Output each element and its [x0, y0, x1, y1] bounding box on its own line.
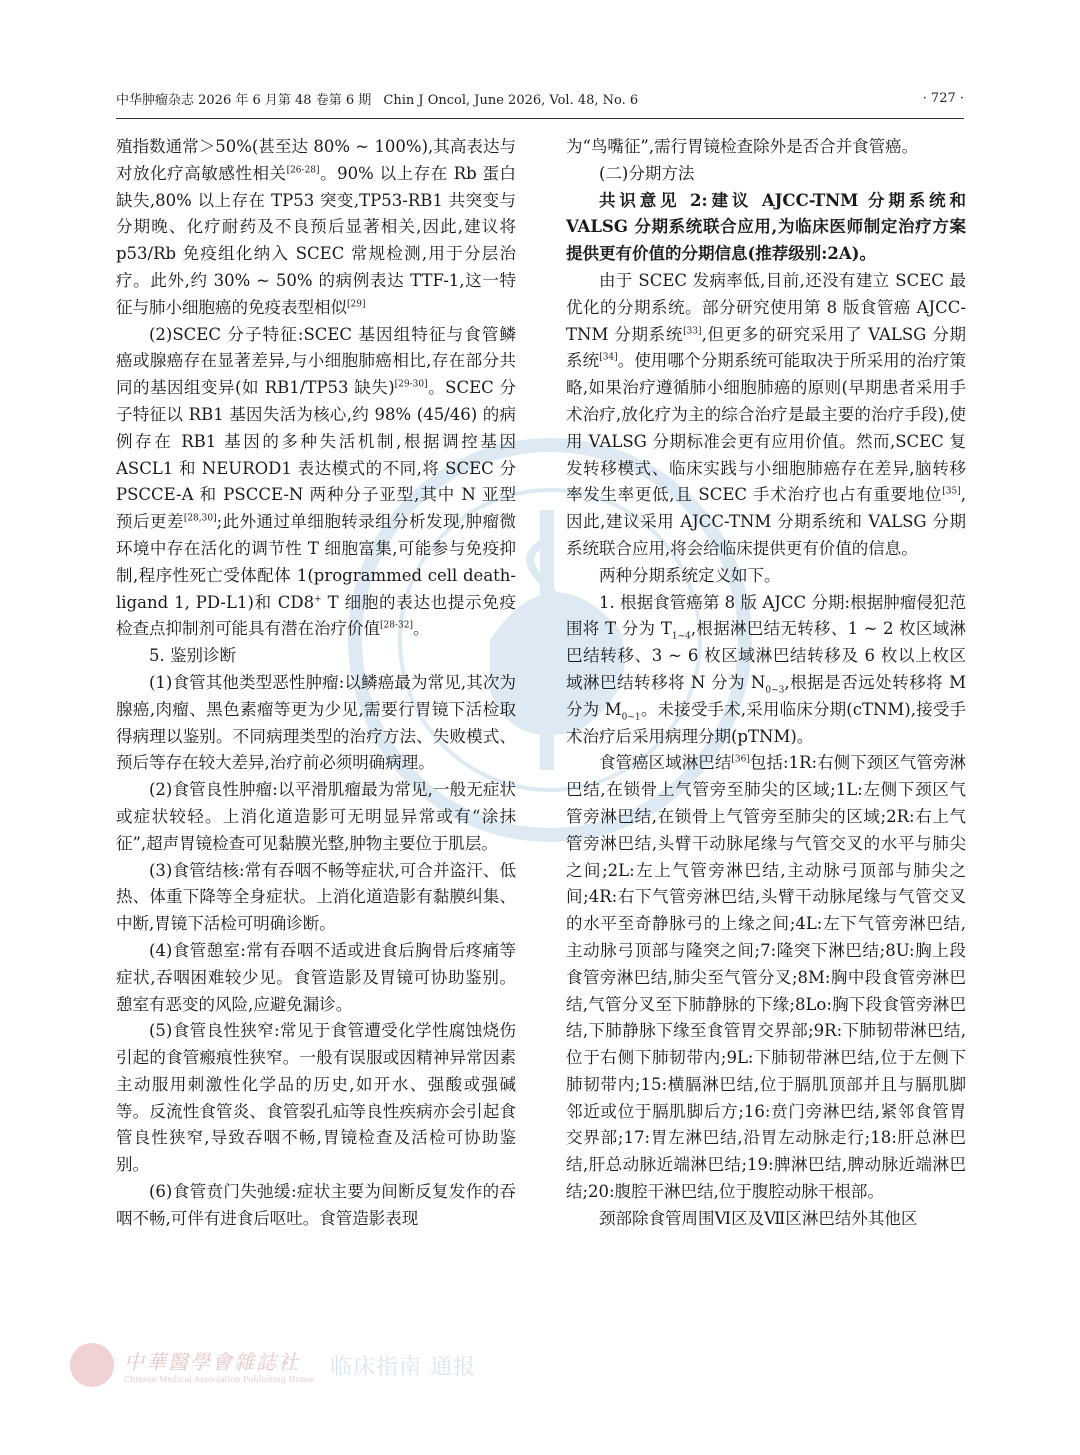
journal-title-en: Chin J Oncol, June 2026, Vol. 48, No. 6 [383, 92, 639, 108]
paragraph: 殖指数通常＞50%(甚至达 80% ~ 100%),其高表达与对放化疗高敏感性相关[26-28]。90% 以上存在 Rb 蛋白缺失,80% 以上存在 TP53 突变,TP53-RB1 共突变与分期晚、化疗耐药及不良预后显著相关,因此,建议将 p53/Rb 免疫组化纳入 SCEC 常规检测,用于分层治疗。此外,约 30% ~ 50% 的病例表达 TTF-1,这一特征与肺小细胞癌的免疫表型相似[29] [116, 137, 516, 317]
paragraph: (2)食管良性肿瘤:以平滑肌瘤最为常见,一般无症状或症状较轻。上消化道造影可无明显异常或有“涂抹征”,超声胃镜检查可见黏膜光整,肿物主要位于肌层。 [116, 780, 516, 853]
paragraph: 由于 SCEC 发病率低,目前,还没有建立 SCEC 最优化的分期系统。部分研究使用第 8 版食管癌 AJCC-TNM 分期系统[33],但更多的研究采用了 VALSG 分期系统[34]。使用哪个分期系统可能取决于所采用的治疗策略,如果治疗遵循肺小细胞肺癌的原则(早期患者采用手术治疗,放化疗为主的综合治疗是最主要的治疗手段),使用 VALSG 分期标准会更有应用价值。然而,SCEC 复发转移模式、临床实践与小细胞肺癌存在差异,脑转移率发生率更低,且 SCEC 手术治疗也占有重要地位[35],因此,建议采用 AJCC-TNM 分期系统和 VALSG 分期系统联合应用,将会给临床提供更有价值的信息。 [566, 270, 967, 558]
publisher-watermark [70, 1340, 490, 1390]
paragraph: 为“鸟嘴征”,需行胃镜检查除外是否合并食管癌。 [566, 137, 919, 156]
publisher-name-en: Chinese Medical Association Publishing House [124, 1375, 315, 1384]
paragraph: 食管癌区域淋巴结[36]包括:1R:右侧下颈区气管旁淋巴结,在锁骨上气管旁至肺尖的区域;1L:左侧下颈区气管旁淋巴结,在锁骨上气管旁至肺尖的区域;2R:右上气管旁淋巴结,头臂干动脉尾缘与气管交叉的水平与肺尖之间;2L:左上气管旁淋巴结,主动脉弓顶部与肺尖之间;4R:右下气管旁淋巴结,头臂干动脉尾缘与气管交叉的水平至奇静脉弓的上缘之间;4L:左下气管旁淋巴结,主动脉弓顶部与隆突之间;7:隆突下淋巴结;8U:胸上段食管旁淋巴结,肺尖至气管分叉;8M:胸中段食管旁淋巴结,气管分叉至下肺静脉的下缘;8Lo:胸下段食管旁淋巴结,下肺静脉下缘至食管胃交界部;9R:下肺韧带淋巴结,位于右侧下肺韧带内;9L:下肺韧带淋巴结,位于左侧下肺韧带内;15:横膈淋巴结,位于膈肌顶部并且与膈肌脚邻近或位于膈肌脚后方;16:贲门旁淋巴结,紧邻食管胃交界部;17:胃左淋巴结,沿胃左动脉走行;18:肝总淋巴结,肝总动脉近端淋巴结;19:脾淋巴结,脾动脉近端淋巴结;20:腹腔干淋巴结,位于腹腔动脉干根部。 [566, 753, 966, 1202]
running-header [116, 78, 964, 119]
right-column [566, 134, 966, 1233]
section-heading: 5. 鉴别诊断 [149, 646, 236, 666]
page-number: · 727 · [922, 90, 964, 106]
paragraph: (6)食管贲门失弛缓:症状主要为间断反复发作的吞咽不畅,可伴有进食后呕吐。食管造影表现 [116, 1182, 516, 1228]
journal-title-cn: 中华肿瘤杂志 2026 年 6 月第 48 卷第 6 期 [116, 92, 372, 108]
consensus-statement: 共识意见 2:建议 AJCC-TNM 分期系统和 VALSG 分期系统联合应用,为临床医师制定治疗方案提供更有价值的分期信息(推荐级别:2A)。 [566, 190, 966, 264]
paragraph: (1)食管其他类型恶性肿瘤:以鳞癌最为常见,其次为腺癌,肉瘤、黑色素瘤等更为少见,需要行胃镜下活检取得病理以鉴别。不同病理类型的治疗方法、失败模式、预后等存在较大差异,治疗前必须明确病理。 [116, 672, 516, 773]
paragraph: 1. 根据食管癌第 8 版 AJCC 分期:根据肿瘤侵犯范围将 T 分为 $T_{1\sim 4}$,根据淋巴结无转移、1 ~ 2 枚区域淋巴结转移、3 ~ 6 枚区域淋巴结转移及 6 枚以上枚区域淋巴结转移将 N 分为 $N_{0\sim 3}$,根据是否远处转移将 M 分为 $M_{0\sim 1}$。未接受手术,采用临床分期(cTNM),接受手术治疗后采用病理分期(pTNM)。 [566, 592, 966, 746]
left-column [116, 134, 516, 1233]
brand-mark: 临床指南 通报 [330, 1354, 477, 1380]
paragraph: (5)食管良性狭窄:常见于食管遭受化学性腐蚀烧伤引起的食管瘢痕性狭窄。一般有误服或因精神异常因素主动服用刺激性化学品的历史,如开水、强酸或强碱等。反流性食管炎、食管裂孔疝等良性疾病亦会引起食管良性狭窄,导致吞咽不畅,胃镜检查及活检可协助鉴别。 [116, 1021, 516, 1175]
paragraph: (2)SCEC 分子特征:SCEC 基因组特征与食管鳞癌或腺癌存在显著差异,与小细胞肺癌相比,存在部分共同的基因组变异(如 RB1/TP53 缺失)[29-30]。SCEC 分子特征以 RB1 基因失活为核心,约 98% (45/46) 的病例存在 RB1 基因的多种失活机制,根据调控基因 ASCL1 和 NEUROD1 表达模式的不同,将 SCEC 分 PSCCE-A 和 PSCCE-N 两种分子亚型,其中 N 亚型预后更差[28,30];此外通过单细胞转录组分析发现,肿瘤微环境中存在活化的调节性 T 细胞富集,可能参与免疫抑制,程序性死亡受体配体 1(programmed cell death-ligand 1, PD-L1)和 CD8+ T 细胞的表达也提示免疫检查点抑制剂可能具有潜在治疗价值[28-32]。 [116, 324, 517, 639]
publisher-logo-icon [70, 1343, 114, 1387]
paragraph: 颈部除食管周围Ⅵ区及Ⅶ区淋巴结外其他区 [599, 1208, 918, 1228]
journal-citation [116, 89, 646, 108]
paragraph: (4)食管憩室:常有吞咽不适或进食后胸骨后疼痛等症状,吞咽困难较少见。食管造影及胃镜可协助鉴别。憩室有恶变的风险,应避免漏诊。 [116, 940, 516, 1014]
subsection-heading: (二)分期方法 [599, 163, 695, 183]
paragraph: 两种分期系统定义如下。 [599, 565, 781, 585]
paragraph: (3)食管结核:常有吞咽不畅等症状,可合并盗汗、低热、体重下降等全身症状。上消化道造影有黏膜纠集、中断,胃镜下活检可明确诊断。 [116, 860, 516, 934]
publisher-name-cn: 中華醫學會雜誌社 [124, 1350, 300, 1374]
